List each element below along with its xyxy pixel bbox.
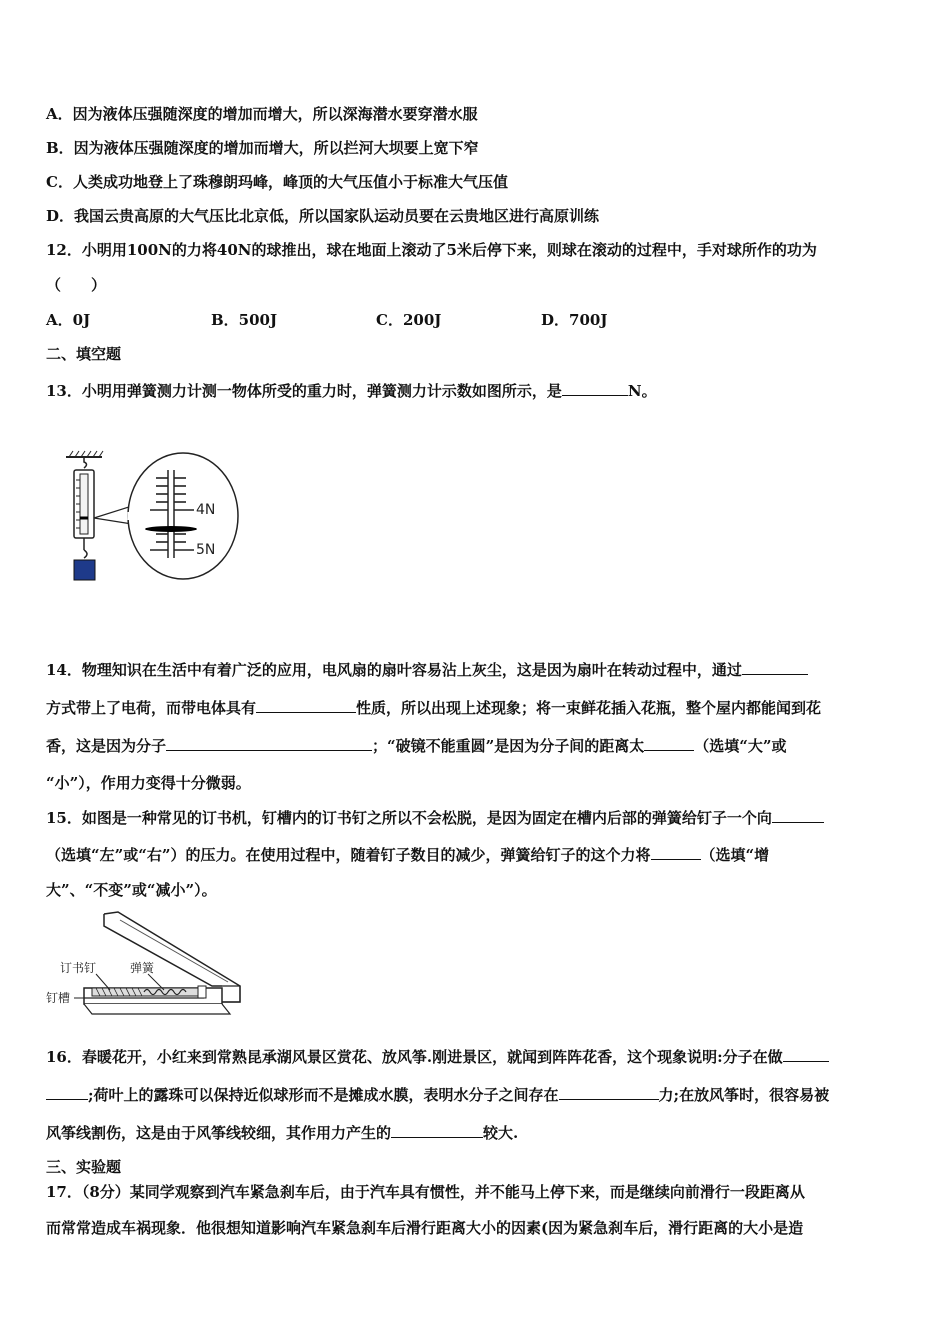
q16-blank-3 — [391, 1123, 483, 1138]
q14-line-2 — [46, 698, 821, 718]
q16-line-3-text-b: 较大. — [483, 1124, 519, 1142]
q14-blank-3 — [166, 736, 372, 751]
label-spring: 弹簧 — [130, 961, 155, 975]
spring-scale-figure — [60, 450, 240, 590]
q16-line-1 — [46, 1047, 829, 1067]
section-heading-experiment: 三、实验题 — [46, 1158, 122, 1176]
q11-option-d: D．我国云贵高原的大气压比北京低，所以国家队运动员要在云贵地区进行高原训练 — [46, 207, 600, 225]
q11-option-a: A．因为液体压强随深度的增加而增大，所以深海潜水要穿潜水服 — [46, 105, 478, 123]
q14-line-3-text-c: （选填“大”或 — [694, 737, 787, 755]
q16-line-3-text-a: 风筝线割伤，这是由于风筝线较细，其作用力产生的 — [46, 1124, 392, 1142]
q16-line-2-text-a: ;荷叶上的露珠可以保持近似球形而不是摊成水膜，表明水分子之间存在 — [88, 1086, 559, 1104]
stapler-base-bottom — [84, 1004, 230, 1014]
q14-line-4: “小”），作用力变得十分微弱。 — [46, 774, 251, 792]
q12-option-c: C．200J — [376, 311, 442, 329]
q14-line-1-text: 14．物理知识在生活中有着广泛的应用，电风扇的扇叶容易沾上灰尘，这是因为扇叶在转动过程中，通过 — [46, 661, 742, 679]
q12-answer-paren: （ ） — [46, 276, 107, 294]
q15-line-3: 大”、“不变”或“减小”）。 — [46, 881, 217, 899]
q12-option-d: D．700J — [541, 311, 608, 329]
q17-line-2: 而常常造成车祸现象．他很想知道影响汽车紧急刹车后滑行距离大小的因素(因为紧急刹车后，滑行距离的大小是造 — [46, 1219, 804, 1237]
label-4n: 4N — [196, 502, 216, 518]
label-groove: 钉槽 — [46, 991, 71, 1005]
q17-line-1: 17．（8分）某同学观察到汽车紧急刹车后，由于汽车具有惯性，并不能马上停下来，而是继续向前滑行一段距离从 — [46, 1183, 805, 1201]
q16-line-2-text-b: 力;在放风筝时，很容易被 — [658, 1086, 830, 1104]
q12-option-a: A．0J — [46, 311, 91, 329]
q13-blank — [562, 381, 628, 396]
stapler-hinge — [222, 986, 240, 1002]
q14-blank-4 — [644, 736, 694, 751]
q11-option-c: C．人类成功地登上了珠穆朗玛峰，峰顶的大气压值小于标准大气压值 — [46, 173, 508, 191]
q12-stem: 12．小明用100N的力将40N的球推出，球在地面上滚动了5米后停下来，则球在滚动的过程中，手对球所作的功为 — [46, 241, 817, 259]
q11-option-b: B．因为液体压强随深度的增加而增大，所以拦河大坝要上宽下窄 — [46, 139, 479, 157]
q14-blank-1 — [742, 660, 808, 675]
q15-line-2-text-a: （选填“左”或“右”）的压力。在使用过程中，随着钉子数目的减少，弹簧给钉子的这个力将 — [46, 846, 651, 864]
q16-blank-2 — [559, 1085, 659, 1100]
q13-stem — [46, 381, 657, 401]
label-5n: 5N — [196, 542, 216, 558]
q14-line-2-text-a: 方式带上了电荷，而带电体具有 — [46, 699, 257, 717]
q15-line-1-text: 15．如图是一种常见的订书机，钉槽内的订书钉之所以不会松脱，是因为固定在槽内后部的弹簧给钉子一个向 — [46, 809, 772, 827]
spring-block — [198, 986, 206, 998]
q14-line-3-text-a: 香，这是因为分子 — [46, 737, 167, 755]
magnified-view-circle — [128, 453, 238, 579]
bottom-hook — [84, 550, 87, 558]
q15-line-2 — [46, 845, 769, 865]
top-hook — [84, 457, 87, 468]
q15-line-1 — [46, 808, 824, 828]
q16-blank-1b — [46, 1085, 88, 1100]
label-staple: 订书钉 — [60, 961, 97, 975]
q15-blank-1 — [772, 808, 824, 823]
q13-stem-text: 13．小明用弹簧测力计测一物体所受的重力时，弹簧测力计示数如图所示，是 — [46, 382, 562, 400]
q16-line-2 — [46, 1085, 829, 1105]
hanging-block — [74, 560, 95, 580]
scale-slot — [80, 474, 88, 534]
q16-blank-1a — [783, 1047, 829, 1062]
q15-blank-2 — [651, 845, 701, 860]
q12-option-b: B．500J — [211, 311, 278, 329]
q16-line-1-text: 16．春暖花开，小红来到常熟昆承湖风景区赏花、放风筝.刚进景区，就闻到阵阵花香，这个现象说明:分子在做 — [46, 1048, 783, 1066]
q16-line-3 — [46, 1123, 518, 1143]
stapler-figure — [44, 910, 254, 1025]
q14-line-3 — [46, 736, 787, 756]
callout-pointer — [94, 506, 132, 524]
q14-line-3-text-b: ；“破镜不能重圆”是因为分子间的距离太 — [372, 737, 645, 755]
q15-line-2-text-b: （选填“增 — [700, 846, 770, 864]
q14-line-2-text-b: 性质，所以出现上述现象；将一束鲜花插入花瓶，整个屋内都能闻到花 — [356, 699, 822, 717]
section-heading-fill-blank: 二、填空题 — [46, 345, 122, 363]
q14-blank-2 — [256, 698, 356, 713]
q13-stem-unit: N。 — [627, 382, 657, 400]
q14-line-1 — [46, 660, 808, 680]
stapler-arm-inner — [104, 914, 222, 986]
